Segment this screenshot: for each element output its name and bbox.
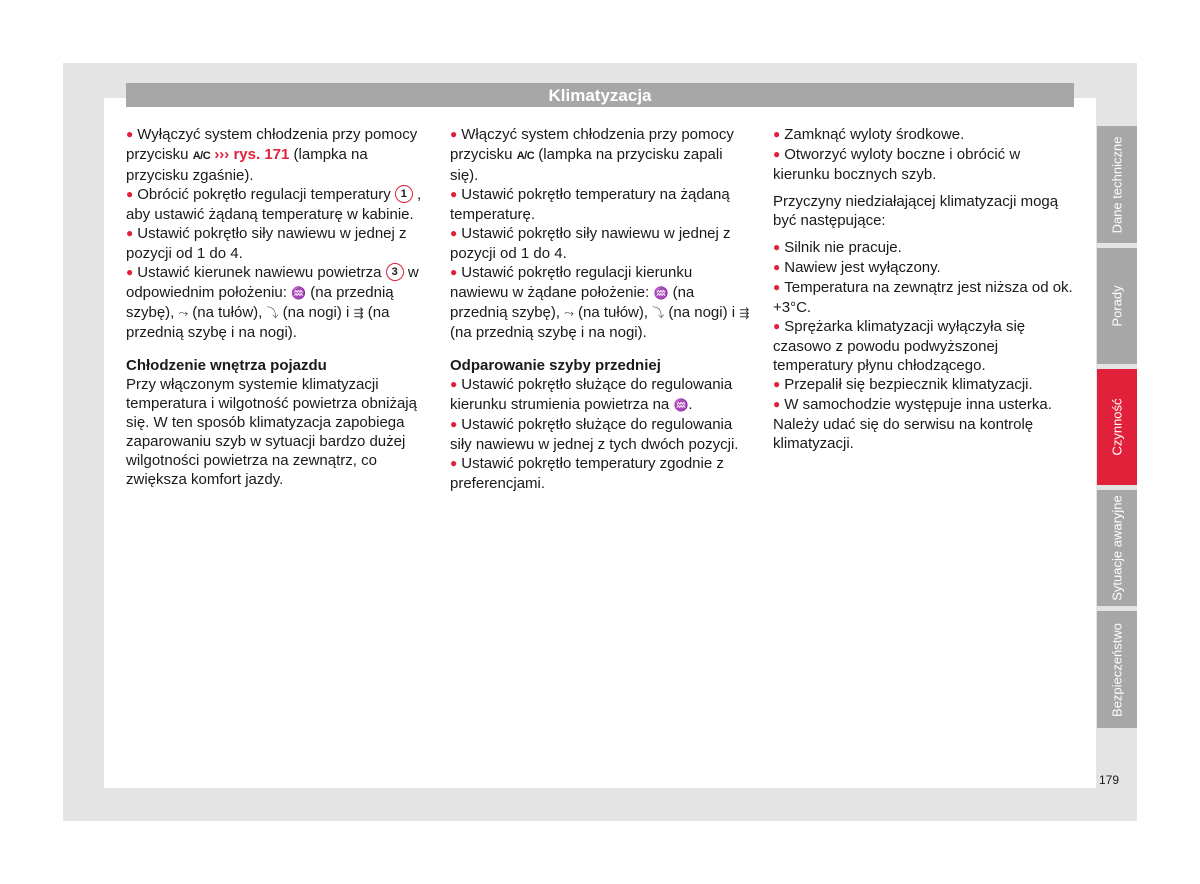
footwell-air-icon: ⤵ [266,306,279,320]
bullet-icon: ● [450,377,458,391]
bullet-icon: ● [773,147,781,161]
windshield-footwell-air-icon: ⇶ [739,306,750,320]
list-item: ● Wyłączyć system chłodzenia przy pomocy przycisku A/C ››› rys. 171 (lampka na przycisku zgaśnie). [126,126,418,184]
bullet-icon: ● [773,280,781,294]
subheading: Chłodzenie wnętrza pojazdu [126,357,327,374]
list-item: ● Silnik nie pracuje. [773,239,902,256]
ac-button-symbol: A/C [192,150,211,162]
bullet-icon: ● [126,187,134,201]
list-item: ● Ustawić pokrętło służące do regulowania kierunku strumienia powietrza na ♒. [450,376,733,413]
column-3 [773,125,1075,453]
bullet-icon: ● [126,265,134,279]
list-item: ● Nawiew jest wyłączony. [773,259,941,276]
bullet-icon: ● [773,127,781,141]
list-item: ● Ustawić pokrętło regulacji kierunku nawiewu w żądane położenie: ♒ (na przednią szybę), ⤳ (na tułów), ⤵ (na nogi) i ⇶ (na przednią szybę i na nogi). [450,264,750,341]
list-item: ● Temperatura na zewnątrz jest niższa od ok. +3°C. [773,279,1073,316]
list-item: ● W samochodzie występuje inna usterka. Należy udać się do serwisu na kontrolę klimatyzacji. [773,396,1052,452]
list-item: ● Ustawić pokrętło temperatury zgodnie z preferencjami. [450,455,724,492]
subheading: Odparowanie szyby przedniej [450,357,661,374]
figure-reference[interactable]: ››› rys. 171 [214,146,290,163]
bullet-icon: ● [126,127,134,141]
bullet-icon: ● [773,260,781,274]
windshield-air-icon: ♒ [653,286,669,300]
windshield-air-icon: ♒ [291,286,307,300]
column-2 [450,125,752,493]
callout-1: 1 [395,185,413,203]
windshield-air-icon: ♒ [673,398,689,412]
list-item: ● Przepalił się bezpiecznik klimatyzacji. [773,376,1033,393]
callout-3: 3 [386,263,404,281]
paragraph: Przy włączonym systemie klimatyzacji temperatura i wilgotność powietrza obniżają się. W ten sposób klimatyzacja zapobiega zaparowaniu szyb w sytuacji bardzo dużej wilgotności powietrza na zewnątrz, co zwiększa komfort jazdy. [126,376,417,488]
bullet-icon: ● [450,265,458,279]
bullet-icon: ● [450,456,458,470]
column-1 [126,125,428,489]
bullet-icon: ● [773,319,781,333]
list-item: ● Ustawić pokrętło siły nawiewu w jednej z pozycji od 1 do 4. [126,225,407,262]
list-item: ● Ustawić kierunek nawiewu powietrza 3 w odpowiednim położeniu: ♒ (na przednią szybę), ⤳ (na tułów), ⤵ (na nogi) i ⇶ (na przednią szybę i na nogi). [126,264,419,341]
bullet-icon: ● [450,187,458,201]
bullet-icon: ● [773,397,781,411]
list-item: ● Sprężarka klimatyzacji wyłączyła się czasowo z powodu podwyższonej temperatury płynu chłodzącego. [773,318,1026,374]
list-item: ● Ustawić pokrętło temperatury na żądaną temperaturę. [450,186,730,223]
tab-bezpieczenstwo[interactable]: Bezpieczeństwo [1097,611,1137,728]
list-item: ● Ustawić pokrętło służące do regulowania siły nawiewu w jednej z tych dwóch pozycji. [450,416,739,453]
list-item: ● Otworzyć wyloty boczne i obrócić w kierunku bocznych szyb. [773,146,1021,183]
list-item: ● Włączyć system chłodzenia przy pomocy przycisku A/C (lampka na przycisku zapali się). [450,126,734,184]
bullet-icon: ● [773,240,781,254]
paragraph: Przyczyny niedziałającej klimatyzacji mogą być następujące: [773,193,1059,229]
bullet-icon: ● [450,226,458,240]
upper-body-air-icon: ⤳ [178,306,189,320]
ac-button-symbol: A/C [516,150,535,162]
tab-porady[interactable]: Porady [1097,248,1137,364]
tab-sytuacje-awaryjne[interactable]: Sytuacje awaryjne [1097,490,1137,606]
tab-dane-techniczne[interactable]: Dane techniczne [1097,126,1137,243]
bullet-icon: ● [450,417,458,431]
tab-czynnosc[interactable]: Czynność [1097,369,1137,485]
upper-body-air-icon: ⤳ [564,306,574,320]
page-number: 179 [1099,773,1120,787]
bullet-icon: ● [773,377,781,391]
section-title: Klimatyzacja [126,83,1074,107]
footwell-air-icon: ⤵ [652,306,665,320]
list-item: ● Ustawić pokrętło siły nawiewu w jednej z pozycji od 1 do 4. [450,225,731,262]
windshield-footwell-air-icon: ⇶ [353,306,364,320]
bullet-icon: ● [126,226,134,240]
list-item: ● Zamknąć wyloty środkowe. [773,126,965,143]
list-item: ● Obrócić pokrętło regulacji temperatury 1 , aby ustawić żądaną temperaturę w kabinie. [126,186,422,223]
bullet-icon: ● [450,127,458,141]
